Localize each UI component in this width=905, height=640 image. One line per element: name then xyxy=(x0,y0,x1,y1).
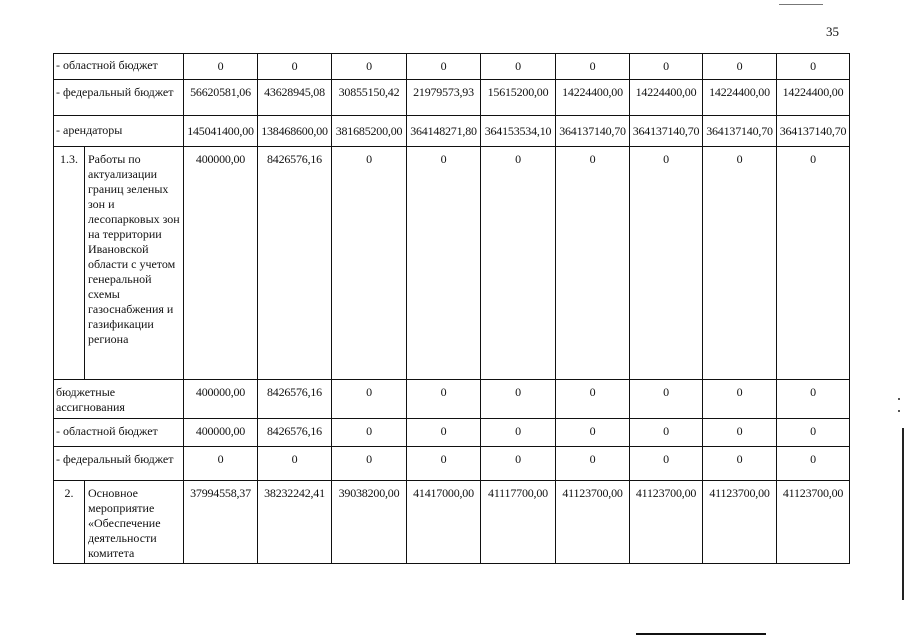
value-cell: 0 xyxy=(184,447,258,481)
scan-mark xyxy=(898,410,900,412)
value-cell: 0 xyxy=(556,54,630,80)
value-cell: 0 xyxy=(481,447,556,481)
value-cell: 400000,00 xyxy=(184,419,258,447)
value-cell: 0 xyxy=(777,54,850,80)
value-cell: 0 xyxy=(481,147,556,380)
value-cell: 0 xyxy=(556,147,630,380)
value-cell: 0 xyxy=(630,419,703,447)
value-cell: 0 xyxy=(556,380,630,419)
value-cell: 14224400,00 xyxy=(703,80,777,116)
table-row xyxy=(54,116,850,147)
value-cell: 39038200,00 xyxy=(332,481,407,564)
value-cell: 41123700,00 xyxy=(703,481,777,564)
value-cell: 364137140,70 xyxy=(777,116,850,147)
value-cell: 0 xyxy=(630,380,703,419)
value-cell: 0 xyxy=(407,380,481,419)
value-cell: 0 xyxy=(630,54,703,80)
value-cell: 381685200,00 xyxy=(332,116,407,147)
value-cell: 14224400,00 xyxy=(556,80,630,116)
value-cell: 56620581,06 xyxy=(184,80,258,116)
row-label: Работы по актуализации границ зеленых зон и лесопарковых зон на территории Ивановской области с учетом генеральной схемы газоснабжения и газификации региона xyxy=(85,147,184,380)
value-cell: 14224400,00 xyxy=(777,80,850,116)
table-row xyxy=(54,80,850,116)
value-cell: 0 xyxy=(332,419,407,447)
value-cell: 30855150,42 xyxy=(332,80,407,116)
value-cell: 400000,00 xyxy=(184,147,258,380)
value-cell: 0 xyxy=(703,54,777,80)
value-cell: 364148271,80 xyxy=(407,116,481,147)
value-cell: 0 xyxy=(777,447,850,481)
value-cell: 0 xyxy=(332,447,407,481)
value-cell: 0 xyxy=(258,447,332,481)
value-cell: 0 xyxy=(407,419,481,447)
scan-mark xyxy=(898,398,900,400)
table-row xyxy=(54,54,850,80)
value-cell: 0 xyxy=(332,147,407,380)
table-row xyxy=(54,380,850,419)
value-cell: 41417000,00 xyxy=(407,481,481,564)
value-cell: 41117700,00 xyxy=(481,481,556,564)
value-cell: 37994558,37 xyxy=(184,481,258,564)
value-cell: 400000,00 xyxy=(184,380,258,419)
value-cell: 0 xyxy=(777,419,850,447)
value-cell: 138468600,00 xyxy=(258,116,332,147)
value-cell: 41123700,00 xyxy=(777,481,850,564)
row-label: - арендаторы xyxy=(54,116,184,147)
table-row xyxy=(54,481,850,564)
value-cell: 41123700,00 xyxy=(556,481,630,564)
value-cell: 14224400,00 xyxy=(630,80,703,116)
value-cell: 21979573,93 xyxy=(407,80,481,116)
value-cell: 15615200,00 xyxy=(481,80,556,116)
table-row xyxy=(54,147,850,380)
value-cell: 38232242,41 xyxy=(258,481,332,564)
value-cell: 0 xyxy=(777,147,850,380)
value-cell: 0 xyxy=(703,419,777,447)
value-cell: 0 xyxy=(407,54,481,80)
row-label: - федеральный бюджет xyxy=(54,80,184,116)
row-label: - областной бюджет xyxy=(54,54,184,80)
row-label: бюджетные ассигнования xyxy=(54,380,184,419)
value-cell: 8426576,16 xyxy=(258,419,332,447)
value-cell: 0 xyxy=(556,447,630,481)
row-label: - федеральный бюджет xyxy=(54,447,184,481)
table-row xyxy=(54,447,850,481)
value-cell: 0 xyxy=(258,54,332,80)
value-cell: 0 xyxy=(184,54,258,80)
value-cell: 364137140,70 xyxy=(556,116,630,147)
value-cell: 0 xyxy=(703,380,777,419)
value-cell: 0 xyxy=(630,147,703,380)
value-cell: 364137140,70 xyxy=(703,116,777,147)
value-cell: 43628945,08 xyxy=(258,80,332,116)
value-cell: 364153534,10 xyxy=(481,116,556,147)
table-row xyxy=(54,419,850,447)
row-label: - областной бюджет xyxy=(54,419,184,447)
value-cell: 0 xyxy=(703,147,777,380)
value-cell: 0 xyxy=(556,419,630,447)
top-rule xyxy=(779,4,823,5)
value-cell: 0 xyxy=(332,380,407,419)
value-cell: 0 xyxy=(407,447,481,481)
value-cell: 0 xyxy=(332,54,407,80)
value-cell: 0 xyxy=(481,54,556,80)
budget-table xyxy=(53,53,850,564)
row-index: 1.3. xyxy=(54,147,85,380)
row-label: Основное мероприятие «Обеспечение деятельности комитета xyxy=(85,481,184,564)
value-cell: 0 xyxy=(630,447,703,481)
value-cell: 0 xyxy=(481,419,556,447)
bottom-rule xyxy=(636,633,766,635)
value-cell: 41123700,00 xyxy=(630,481,703,564)
value-cell: 0 xyxy=(777,380,850,419)
value-cell: 145041400,00 xyxy=(184,116,258,147)
page-number: 35 xyxy=(826,24,839,39)
scan-edge-line xyxy=(902,428,904,600)
value-cell: 8426576,16 xyxy=(258,380,332,419)
value-cell: 0 xyxy=(481,380,556,419)
row-index: 2. xyxy=(54,481,85,564)
value-cell: 364137140,70 xyxy=(630,116,703,147)
value-cell: 0 xyxy=(703,447,777,481)
value-cell: 8426576,16 xyxy=(258,147,332,380)
value-cell: 0 xyxy=(407,147,481,380)
